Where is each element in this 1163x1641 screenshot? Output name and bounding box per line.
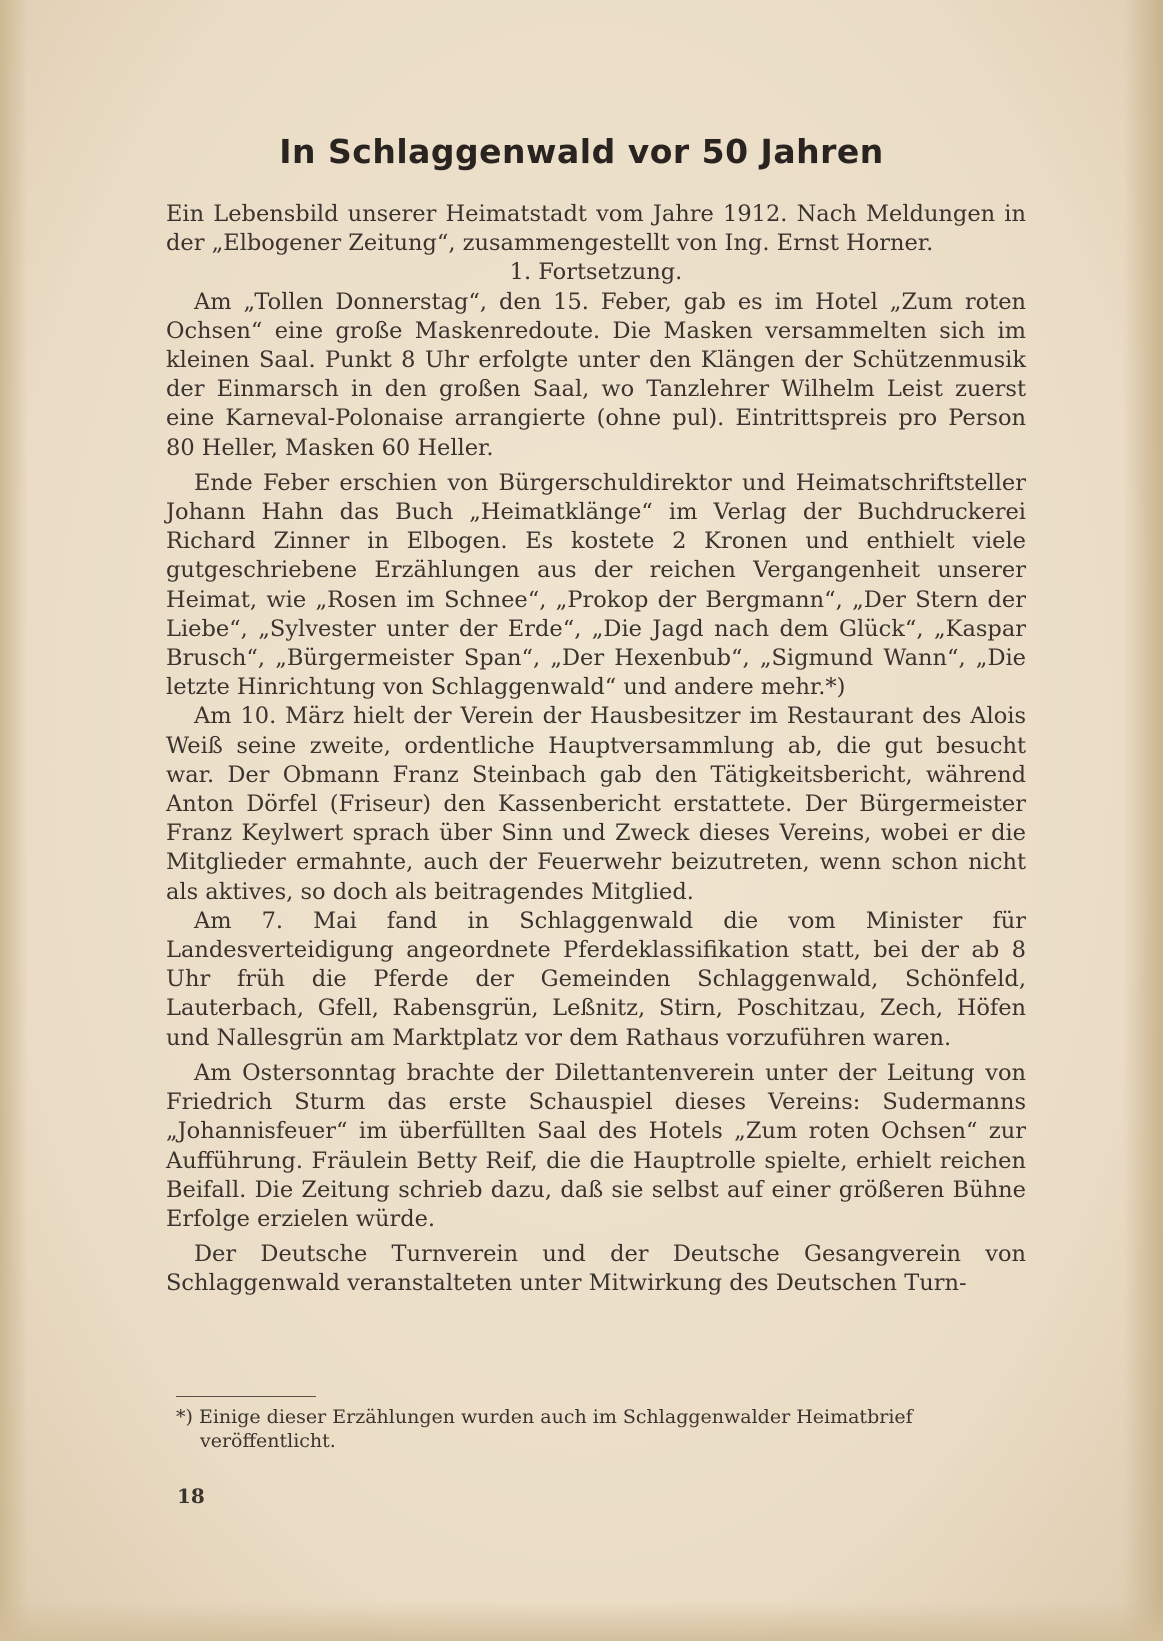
intro-paragraph: Ein Lebensbild unserer Heimatstadt vom Jahre 1912. Nach Meldungen in der „Elbogener Zeitung“, zusammengestellt von Ing. Ernst Horner.	[166, 201, 1026, 257]
paragraph-homeowners: Am 10. März hielt der Verein der Hausbesitzer im Restaurant des Alois Weiß seine zweite, ordentliche Hauptversammlung ab, die gut besucht war. Der Obmann Franz Steinbach gab den Tätigkeitsbericht, während Anton Dörfel (Friseur) den Kassenbericht erstattete. Der Bürgermeister Franz Keylwert sprach über Sinn und Zweck dieses Vereins, wobei er die Mitglieder ermahnte, auch der Feuerwehr beizutreten, wenn schon nicht als aktives, so doch als beitragendes Mitglied.	[166, 703, 1026, 905]
paragraph-turnverein: Der Deutsche Turnverein und der Deutsche Gesangverein von Schlaggenwald veranstalteten unter Mitwirkung des Deutschen Turn-	[166, 1241, 1026, 1297]
page-edge-shadow-left	[0, 0, 28, 1641]
continuation-note: 1. Fortsetzung.	[509, 259, 683, 286]
footnote-line-2: veröffentlicht.	[200, 1430, 336, 1452]
footnote-divider	[176, 1396, 316, 1397]
page-number: 18	[177, 1484, 205, 1508]
article-title: In Schlaggenwald vor 50 Jahren	[279, 132, 884, 171]
paragraph-theatre: Am Ostersonntag brachte der Dilettantenverein unter der Leitung von Friedrich Sturm das erste Schauspiel dieses Vereins: Sudermanns „Johannisfeuer“ im überfüllten Saal des Hotels „Zum roten Ochsen“ zur Aufführung. Fräulein Betty Reif, die die Hauptrolle spielte, erhielt reichen Beifall. Die Zeitung schrieb dazu, daß sie selbst auf einer größeren Bühne Erfolge erzielen würde.	[166, 1059, 1026, 1232]
page-edge-shadow-bottom	[0, 1601, 1163, 1641]
paragraph-book: Ende Feber erschien von Bürgerschuldirektor und Heimatschriftsteller Johann Hahn das Buch „Heimatklänge“ im Verlag der Buchdruckerei Richard Zinner in Elbogen. Es kostete 2 Kronen und enthielt viele gutgeschriebene Erzählungen aus der reichen Vergangenheit unserer Heimat, wie „Rosen im Schnee“, „Prokop der Bergmann“, „Der Stern der Liebe“, „Sylvester unter der Erde“, „Die Jagd nach dem Glück“, „Kaspar Brusch“, „Bürgermeister Span“, „Der Hexenbub“, „Sigmund Wann“, „Die letzte Hinrichtung von Schlaggenwald“ und andere mehr.*)	[166, 469, 1026, 701]
footnote-line-1: *) Einige dieser Erzählungen wurden auch im Schlaggenwalder Heimatbrief	[176, 1406, 913, 1428]
page-edge-shadow-right	[1123, 0, 1163, 1641]
paragraph-horses: Am 7. Mai fand in Schlaggenwald die vom Minister für Landesverteidigung angeordnete Pferdeklassifikation statt, bei der ab 8 Uhr früh die Pferde der Gemeinden Schlaggenwald, Schönfeld, Lauterbach, Gfell, Rabensgrün, Leßnitz, Stirn, Poschitzau, Zech, Höfen und Nallesgrün am Marktplatz vor dem Rathaus vorzuführen waren.	[166, 907, 1026, 1051]
footnote	[176, 1405, 1026, 1453]
paragraph-masquerade: Am „Tollen Donnerstag“, den 15. Feber, gab es im Hotel „Zum roten Ochsen“ eine große Maskenredoute. Die Masken versammelten sich im kleinen Saal. Punkt 8 Uhr erfolgte unter den Klängen der Schützenmusik der Einmarsch in den großen Saal, wo Tanzlehrer Wilhelm Leist zuerst eine Karneval-Polonaise arrangierte (ohne pul). Eintrittspreis pro Person 80 Heller, Masken 60 Heller.	[166, 288, 1026, 461]
article-body	[166, 200, 1026, 1299]
